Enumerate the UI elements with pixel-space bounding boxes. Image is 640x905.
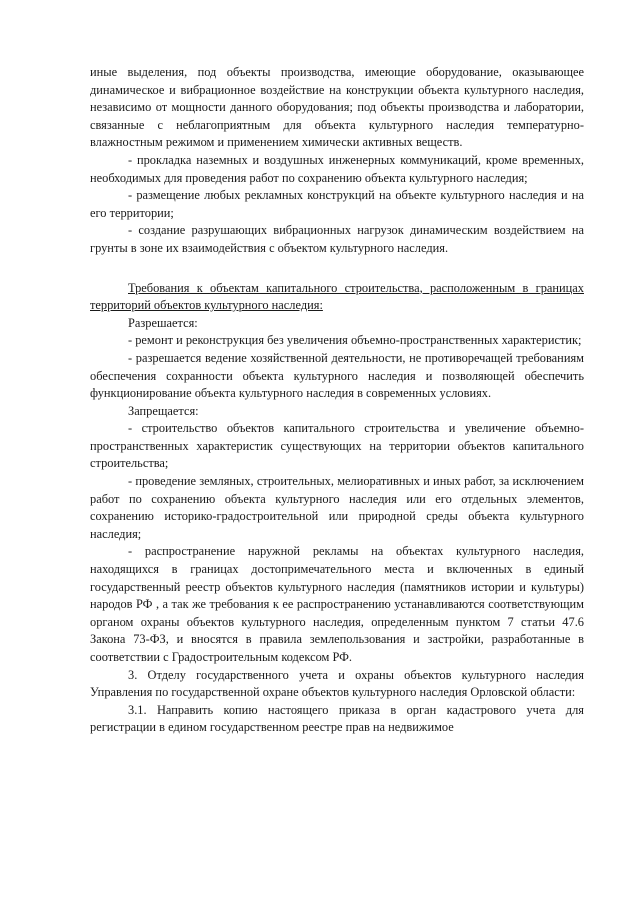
paragraph-utilities-ban: - прокладка наземных и воздушных инженерных коммуникаций, кроме временных, необходимых для проведения работ по сохранению объекта культурного наследия;	[90, 152, 584, 185]
paragraph-sentence-end: иные выделения, под объекты производства, имеющие оборудование, оказывающее динамическое и вибрационное воздействие на конструкции объекта культурного наследия, независимо от мощности данного оборудования; под объекты производства и лаборатории, связанные с неблагоприятным для объекта культурного наследия температурно-влажностным режимом и применением химически активных веществ.	[90, 65, 584, 150]
paragraph-advertising-ban: - размещение любых рекламных конструкций на объекте культурного наследия и на его территории;	[90, 188, 584, 220]
paragraph-gap	[90, 258, 584, 280]
label-forbidden: Запрещается:	[128, 403, 199, 418]
paragraph-outdoor-advertising: - распространение наружной рекламы на объектах культурного наследия, находящихся в границах достопримечательного места и включенных в единый государственный реестр объектов культурного наследия (памятников истории и культуры) народов РФ , а так же требования к ее распространению устанавливаются соответствующим органом охраны объектов культурного наследия, определенным пунктом 7 статьи 47.6 Закона 73-ФЗ, и вносятся в правила землепользования и застройки, разработанные в соответствии с Градостроительным кодексом РФ.	[90, 544, 584, 664]
paragraph-earthworks-forbidden: - проведение земляных, строительных, мелиоративных и иных работ, за исключением работ по сохранению объекта культурного наследия или его отдельных элементов, сохранению историко-градостроительной или природной среды объекта культурного наследия;	[90, 474, 584, 541]
paragraph-vibration-ban: - создание разрушающих вибрационных нагрузок динамическим воздействием на грунты в зоне их взаимодействия с объектом культурного наследия.	[90, 223, 584, 255]
section-heading-requirements: Требования к объектам капитального строительства, расположенным в границах территорий объектов культурного наследия:	[90, 280, 584, 313]
paragraph-item-3-1: 3.1. Направить копию настоящего приказа в орган кадастрового учета для регистрации в едином государственном реестре прав на недвижимое	[90, 702, 584, 735]
paragraph-repair-allowed: - ремонт и реконструкция без увеличения объемно-пространственных характеристик;	[128, 333, 582, 348]
paragraph-economic-activity-allowed: - разрешается ведение хозяйственной деятельности, не противоречащей требованиям обеспечения сохранности объекта культурного наследия и позволяющей обеспечить функционирование объекта культурного наследия в современных условиях.	[90, 350, 584, 401]
label-allowed: Разрешается:	[128, 315, 198, 330]
paragraph-construction-forbidden: - строительство объектов капитального строительства и увеличение объемно-пространственных характеристик существующих на территории объектов капитального строительства;	[90, 421, 584, 471]
paragraph-item-3: 3. Отделу государственного учета и охраны объектов культурного наследия Управления по государственной охране объектов культурного наследия Орловской области:	[90, 667, 584, 700]
